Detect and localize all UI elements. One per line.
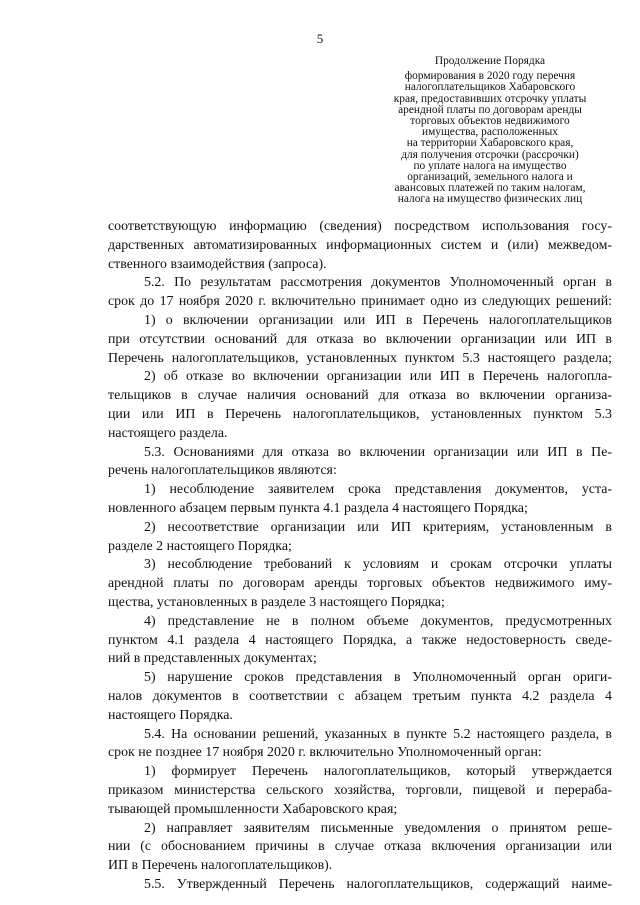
header-line: на территории Хабаровского края, — [406, 137, 574, 150]
body-line: 2) направляет заявителям письменные уведомления о принятом реше- — [144, 820, 612, 836]
header-line: торговых объектов недвижимого — [410, 115, 570, 128]
page-number: 5 — [316, 31, 324, 46]
body-line: ственного взаимодействия (запроса). — [108, 256, 327, 272]
body-line: настоящего Порядка. — [108, 707, 233, 723]
body-line: 1) формирует Перечень налогоплательщиков, который утверждается — [144, 764, 612, 780]
body-line: арендной платы по договорам аренды торговых объектов недвижимого иму- — [108, 576, 612, 592]
body-line: щества, установленных в разделе 3 настоящего Порядка; — [108, 594, 445, 610]
header-line: имущества, расположенных — [422, 126, 558, 139]
header-line: налогоплательщиков Хабаровского — [404, 81, 576, 94]
body-line: пунктом 4.1 раздела 4 настоящего Порядка, а также недостоверность сведе- — [108, 632, 612, 648]
header-line: налога на имущество физических лиц — [397, 193, 583, 206]
body-line: ИП в Перечень налогоплательщиков). — [108, 858, 333, 874]
header-line: Продолжение Порядка — [434, 55, 546, 67]
body-line: 2) об отказе во включении организации или ИП в Перечень налогопла- — [144, 369, 612, 385]
body-line: 5.4. На основании решений, указанных в пункте 5.2 настоящего раздела, в — [144, 726, 612, 742]
body-line: ции или ИП в Перечень налогоплательщиков, установленных пунктом 5.3 — [108, 406, 612, 422]
body-line: приказом министерства сельского хозяйства, торговли, пищевой и перераба- — [108, 782, 612, 798]
body-line: срок до 17 ноября 2020 г. включительно принимает одно из следующих решений: — [108, 294, 612, 310]
document-body — [108, 218, 612, 895]
header-line: края, предоставивших отсрочку уплаты — [393, 92, 587, 105]
body-line: ний в представленных документах; — [108, 651, 317, 667]
body-line: разделе 2 настоящего Порядка; — [108, 538, 292, 554]
body-line: настоящего раздела. — [108, 425, 228, 441]
body-line: 5.5. Утвержденный Перечень налогоплательщиков, содержащий наиме- — [144, 876, 612, 892]
body-line: Перечень налогоплательщиков, установленных пунктом 5.3 настоящего раздела; — [108, 350, 612, 366]
body-line: дарственных автоматизированных информационных систем и (или) межведом- — [108, 237, 612, 253]
body-line: 1) несоблюдение заявителем срока представления документов, уста- — [144, 482, 612, 498]
body-line: срок не позднее 17 ноября 2020 г. включительно Уполномоченный орган: — [108, 745, 542, 761]
body-line: тывающей промышленности Хабаровского края; — [108, 801, 398, 817]
header-line: авансовых платежей по таким налогам, — [394, 182, 586, 195]
body-line: 1) о включении организации или ИП в Перечень налогоплательщиков — [144, 312, 612, 328]
body-line: соответствующую информацию (сведения) посредством использования госу- — [108, 219, 612, 234]
body-line: 4) представление не в полном объеме документов, предусмотренных — [144, 613, 612, 629]
body-line: новленного абзацем первым пункта 4.1 раздела 4 настоящего Порядка; — [108, 500, 528, 516]
header-line: формирования в 2020 году перечня — [404, 70, 576, 83]
body-line: 2) несоответствие организации или ИП критериям, установленным в — [144, 519, 612, 535]
document-header-continuation — [364, 56, 616, 206]
body-line: нии (с обоснованием причины в случае отказа включения организации или — [108, 839, 612, 855]
body-line: 5.3. Основаниями для отказа во включении организации или ИП в Пе- — [144, 444, 612, 460]
body-line: речень налогоплательщиков являются: — [108, 463, 337, 479]
header-line: для получения отсрочки (рассрочки) — [401, 148, 579, 161]
body-line: 5.2. По результатам рассмотрения документов Уполномоченный орган в — [144, 275, 612, 291]
body-line: 3) несоблюдение требований к условиям и срокам отсрочки уплаты — [144, 557, 612, 573]
body-line: при отсутствии оснований для отказа во включении организации или ИП в — [108, 331, 612, 347]
header-line: по уплате налога на имущество — [413, 159, 567, 172]
header-line: арендной платы по договорам аренды — [398, 103, 582, 116]
body-line: тельщиков в случае наличия оснований для отказа во включении организа- — [108, 388, 612, 404]
header-line: организаций, земельного налога и — [407, 171, 573, 184]
body-line: 5) нарушение сроков представления в Уполномоченный орган ориги- — [144, 670, 612, 686]
body-line: налов документов в соответствии с абзацем третьим пункта 4.2 раздела 4 — [108, 688, 612, 704]
